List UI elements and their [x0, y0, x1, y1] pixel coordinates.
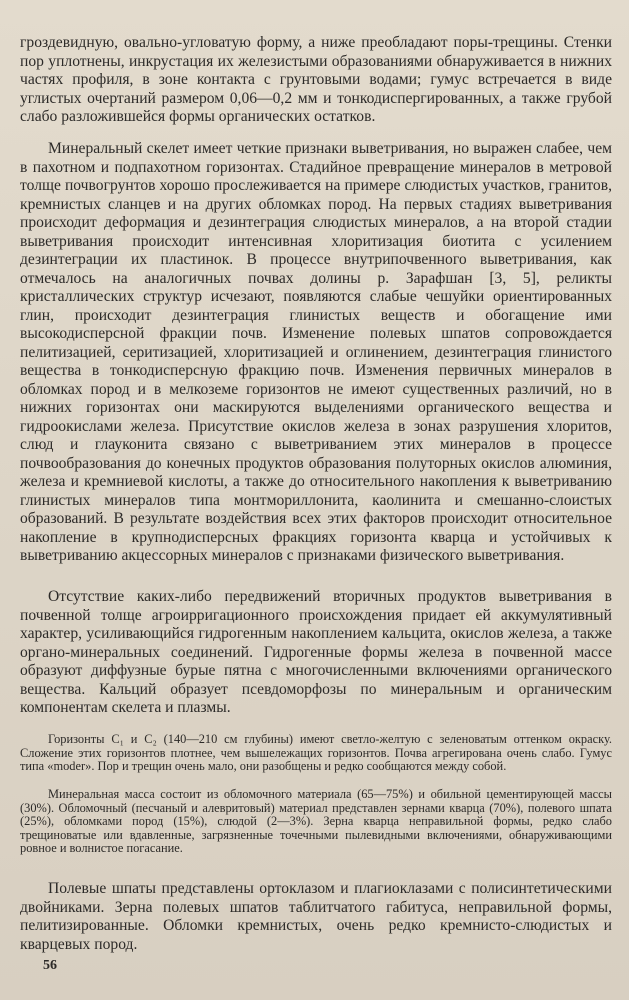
paragraph-mineral-skeleton: [20, 140, 612, 566]
paragraph-text: Отсутствие каких-либо передвижений вторичных продуктов выветривания в почвенной толще агроирригационного происхождения придает ей аккумулятивный характер, усиливающийся гидрогенным накоплением кальцита, окислов железа, а также органо-минеральных соединений. Гидрогенные формы железа в почвенной массе образуют диффузные бурые пятна с многочисленными включениями органического вещества. Кальций образует псевдоморфозы по минеральным и органическим компонентам скелета и плазмы.: [20, 588, 612, 716]
small-print-mineral-mass: [20, 788, 612, 856]
paragraph-text: гроздевидную, овально-угловатую форму, а ниже преобладают поры-трещины. Стенки пор уплотнены, инкрустация их железистыми образованиями обнаруживается в нижних частях профиля, в зоне контакта с грунтовыми водами; гумус встречается в виде углистых очертаний размером 0,06—0,2 мм и тонкодиспергированных, а также грубой слабо разложившейся формы органических остатков.: [20, 34, 612, 125]
small-print-horizons: [20, 733, 612, 774]
small-print-text: Минеральная масса состоит из обломочного материала (65—75%) и обильной цементирующей массы (30%). Обломочный (песчаный и алевритовый) материал представлен зернами кварца (70%), полевого шпата (25%), обломками пород (15%), слюдой (2—3%). Зерна кварца неправильной формы, редко слабо трещиноватые или вдавленные, загрязненные точечными пылевидными включениями, обнаруживающими ровное и волнистое погасание.: [20, 787, 612, 856]
small-print-text: Горизонты C₁ и C₂ (140—210 см глубины) имеют светло-желтую с зеленоватым оттенком окраску. Сложение этих горизонтов плотнее, чем вышележащих горизонтов. Почва агрегирована очень слабо. Гумус типа «moder». Пор и трещин очень мало, они разобщены и редко сообщаются между собой.: [20, 732, 612, 774]
page-number: 56: [43, 958, 57, 973]
paragraph-feldspars: [20, 880, 612, 954]
paragraph-accumulation: [20, 588, 612, 718]
paragraph-text: Полевые шпаты представлены ортоклазом и плагиоклазами с полисинтетическими двойниками. Зерна полевых шпатов таблитчатого габитуса, неправильной формы, пелитизированные. Обломки кремнистых, очень редко кремнисто-слюдистых и кварцевых пород.: [20, 880, 612, 953]
paragraph-pore-description: [20, 34, 612, 127]
paragraph-text: Минеральный скелет имеет четкие признаки выветривания, но выражен слабее, чем в пахотном и подпахотном горизонтах. Стадийное превращение минералов в метровой толще почвогрунтов хорошо прослеживается на примере слюдистых участков, гранитов, кремнистых сланцев и на других обломках пород. На первых стадиях выветривания происходит деформация и дезинтеграция слюдистых минералов, а на второй стадии выветривания происходит интенсивная хлоритизация биотита с усилением дезинтеграции их пластинок. В процессе внутрипочвенного выветривания, как отмечалось на аналогичных почвах долины р. Зарафшан [3, 5], реликты кристаллических структур исчезают, появляются слабые чешуйки ориентированных глин, происходит дезинтеграция глинистых веществ и обогащение ими высокодисперсной фракции почв. Изменение полевых шпатов сопровождается пелитизацией, серитизацией, хлоритизацией и оглинением, дезинтеграция глинистого вещества в тонкодисперсную фракцию почв. Изменения первичных минералов в обломках пород и в мелкоземе горизонтов не имеют существенных различий, но в нижних горизонтах они маскируются выделениями органического вещества и гидроокислами железа. Присутствие окислов железа в зонах разрушения хлоритов, слюд и глауконита связано с выветриванием этих минералов в процессе почвообразования до конечных продуктов образования полуторных окислов алюминия, железа и кремниевой кислоты, а также до относительного накопления к выветриванию глинистых минералов типа монтмориллонита, каолинита и смешанно-слоистых образований. В результате воздействия всех этих факторов происходит относительное накопление в крупнодисперсных фракциях горизонта кварца и устойчивых к выветриванию акцессорных минералов с признаками физического выветривания.: [20, 140, 612, 564]
